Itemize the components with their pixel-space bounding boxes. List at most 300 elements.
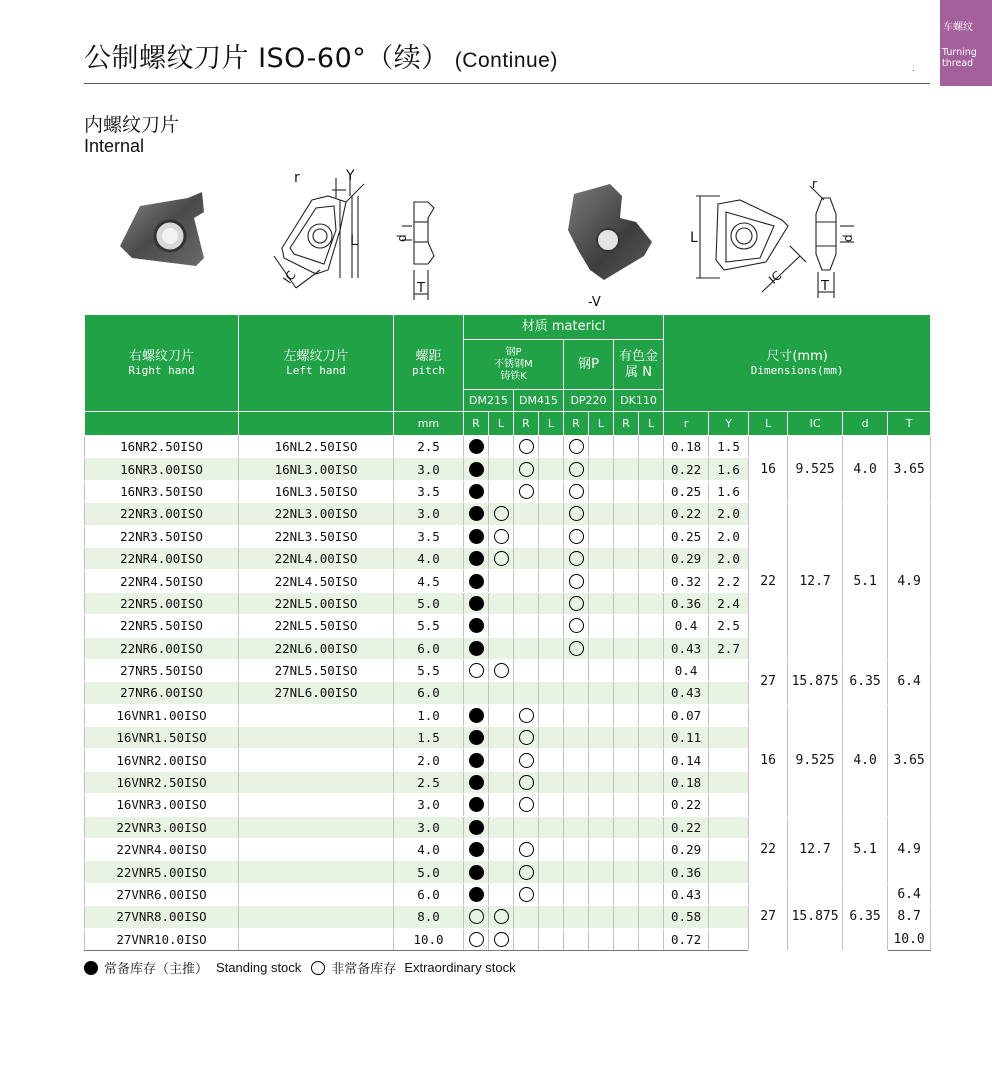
pitch-value: 2.0 — [394, 749, 464, 771]
dim-d-value: 5.1 — [843, 503, 888, 660]
y-value: 1.6 — [709, 458, 749, 480]
side-tab[interactable] — [940, 0, 992, 86]
pitch-value: 5.5 — [394, 615, 464, 637]
pitch-value: 3.0 — [394, 458, 464, 480]
material-cell — [614, 883, 639, 905]
material-cell — [464, 480, 489, 502]
left-hand-code — [239, 928, 394, 950]
material-cell — [489, 771, 514, 793]
filled-circle-icon — [469, 574, 484, 589]
pitch-value: 2.5 — [394, 771, 464, 793]
y-value — [709, 659, 749, 681]
dim-col-d: d — [843, 412, 888, 436]
material-cell — [464, 771, 489, 793]
title-dot: . — [912, 64, 915, 73]
sub-r-2: R — [514, 412, 539, 436]
left-hand-code: 22NL5.50ISO — [239, 615, 394, 637]
open-circle-icon — [569, 551, 584, 566]
material-cell — [564, 704, 589, 726]
material-cell — [464, 928, 489, 950]
pitch-value: 4.0 — [394, 839, 464, 861]
material-cell — [464, 883, 489, 905]
material-cell — [614, 749, 639, 771]
material-cell — [589, 570, 614, 592]
right-hand-code: 22VNR5.00ISO — [85, 861, 239, 883]
material-cell — [514, 771, 539, 793]
radius-value: 0.18 — [664, 436, 709, 458]
dim-t-value: 8.7 — [888, 906, 931, 928]
left-hand-code — [239, 727, 394, 749]
material-cell — [539, 436, 564, 458]
table-row — [85, 503, 931, 525]
pitch-value: 10.0 — [394, 928, 464, 950]
right-hand-code: 16VNR2.50ISO — [85, 771, 239, 793]
pitch-value: 6.0 — [394, 637, 464, 659]
material-cell — [589, 794, 614, 816]
material-cell — [464, 592, 489, 614]
material-cell — [489, 839, 514, 861]
material-cell — [464, 570, 489, 592]
legend-fill-cn: 常备库存（主推） — [104, 962, 209, 977]
radius-value: 0.4 — [664, 659, 709, 681]
left-hand-code: 22NL4.50ISO — [239, 570, 394, 592]
table-row — [85, 659, 931, 681]
material-cell — [464, 749, 489, 771]
material-cell — [639, 704, 664, 726]
material-cell — [564, 771, 589, 793]
material-cell — [539, 928, 564, 950]
material-cell — [539, 503, 564, 525]
right-hand-code: 16VNR2.00ISO — [85, 749, 239, 771]
dim-d-value: 6.35 — [843, 659, 888, 704]
material-cell — [514, 928, 539, 950]
material-cell — [464, 704, 489, 726]
material-cell — [564, 525, 589, 547]
y-value: 1.5 — [709, 436, 749, 458]
insert-figures-svg — [84, 160, 930, 310]
left-hand-code: 22NL5.00ISO — [239, 592, 394, 614]
right-hand-code: 27NR6.00ISO — [85, 682, 239, 704]
material-cell — [514, 861, 539, 883]
material-cell — [564, 861, 589, 883]
material-cell — [514, 436, 539, 458]
open-circle-icon — [569, 506, 584, 521]
filled-circle-icon — [469, 865, 484, 880]
material-cell — [489, 659, 514, 681]
radius-value: 0.25 — [664, 480, 709, 502]
material-cell — [564, 659, 589, 681]
label-d-1: d — [395, 234, 409, 242]
material-cell — [464, 503, 489, 525]
material-cell — [489, 682, 514, 704]
material-cell — [614, 771, 639, 793]
material-cell — [589, 839, 614, 861]
filled-circle-icon — [469, 730, 484, 745]
material-cell — [464, 682, 489, 704]
dim-ic-value: 15.875 — [788, 659, 843, 704]
material-cell — [514, 592, 539, 614]
table-row — [85, 436, 931, 458]
y-value — [709, 839, 749, 861]
radius-value: 0.25 — [664, 525, 709, 547]
y-value — [709, 816, 749, 838]
right-hand-code: 27VNR8.00ISO — [85, 906, 239, 928]
section-title-cn: 内螺纹刀片 — [84, 114, 180, 136]
dim-t-value: 10.0 — [888, 928, 931, 950]
material-cell — [564, 727, 589, 749]
dim-l-value: 27 — [749, 659, 788, 704]
material-cell — [514, 480, 539, 502]
label-l-1: L — [350, 233, 358, 249]
dim-ic-value: 12.7 — [788, 503, 843, 660]
open-circle-icon — [494, 932, 509, 947]
radius-value: 0.22 — [664, 503, 709, 525]
filled-circle-icon — [469, 439, 484, 454]
material-cell — [539, 771, 564, 793]
pitch-value: 6.0 — [394, 682, 464, 704]
material-cell — [589, 659, 614, 681]
sub-r-6: R — [614, 412, 639, 436]
material-cell — [614, 794, 639, 816]
legend-open-en: Extraordinary stock — [404, 960, 516, 975]
dim-d-value: 5.1 — [843, 816, 888, 883]
material-cell — [614, 659, 639, 681]
dim-col-ic: IC — [788, 412, 843, 436]
dim-d-value: 4.0 — [843, 704, 888, 816]
material-cell — [539, 525, 564, 547]
open-circle-icon — [469, 909, 484, 924]
material-cell — [539, 861, 564, 883]
left-hand-code — [239, 704, 394, 726]
material-cell — [539, 704, 564, 726]
material-cell — [539, 839, 564, 861]
radius-value: 0.18 — [664, 771, 709, 793]
left-hand-code: 16NL3.00ISO — [239, 458, 394, 480]
y-value — [709, 682, 749, 704]
y-value — [709, 883, 749, 905]
material-cell — [489, 704, 514, 726]
material-cell — [589, 771, 614, 793]
pitch-value: 1.0 — [394, 704, 464, 726]
material-cell — [489, 547, 514, 569]
label-ic-1: IC — [280, 268, 299, 287]
dim-col-r: r — [664, 412, 709, 436]
col-dimensions: 尺寸(mm) Dimensions(mm) — [664, 315, 931, 412]
side-tab-cn: 车螺纹 — [943, 22, 973, 33]
material-cell — [589, 704, 614, 726]
pitch-value: 3.5 — [394, 480, 464, 502]
material-cell — [639, 547, 664, 569]
open-circle-icon — [569, 641, 584, 656]
material-cell — [564, 570, 589, 592]
material-cell — [564, 480, 589, 502]
insert-figures — [84, 160, 930, 310]
dim-l-value: 27 — [749, 883, 788, 950]
filled-circle-icon — [469, 484, 484, 499]
pitch-value: 5.5 — [394, 659, 464, 681]
left-hand-code: 22NL3.50ISO — [239, 525, 394, 547]
material-cell — [464, 659, 489, 681]
right-hand-code: 16NR2.50ISO — [85, 436, 239, 458]
material-cell — [539, 883, 564, 905]
material-cell — [564, 436, 589, 458]
dim-ic-value: 15.875 — [788, 883, 843, 950]
material-cell — [614, 704, 639, 726]
material-cell — [614, 928, 639, 950]
material-cell — [589, 480, 614, 502]
material-cell — [639, 839, 664, 861]
material-cell — [589, 458, 614, 480]
material-cell — [589, 436, 614, 458]
material-cell — [614, 503, 639, 525]
open-circle-icon — [494, 663, 509, 678]
y-value — [709, 704, 749, 726]
radius-value: 0.36 — [664, 861, 709, 883]
material-cell — [639, 659, 664, 681]
material-cell — [564, 458, 589, 480]
right-hand-code: 22NR4.50ISO — [85, 570, 239, 592]
material-cell — [489, 749, 514, 771]
material-cell — [514, 525, 539, 547]
open-circle-icon — [569, 574, 584, 589]
material-cell — [614, 839, 639, 861]
sub-l-1: L — [489, 412, 514, 436]
sub-r-0: R — [464, 412, 489, 436]
radius-value: 0.43 — [664, 637, 709, 659]
material-cell — [589, 503, 614, 525]
filled-circle-icon — [469, 820, 484, 835]
radius-value: 0.58 — [664, 906, 709, 928]
right-hand-code: 22NR6.00ISO — [85, 637, 239, 659]
material-cell — [614, 458, 639, 480]
material-cell — [489, 928, 514, 950]
open-circle-icon — [494, 909, 509, 924]
material-cell — [464, 906, 489, 928]
insert-spec-table — [84, 314, 931, 951]
material-cell — [539, 727, 564, 749]
material-cell — [614, 480, 639, 502]
material-cell — [639, 794, 664, 816]
open-circle-icon — [519, 842, 534, 857]
material-cell — [489, 727, 514, 749]
material-group-3: 有色金 属 N — [614, 340, 664, 390]
grade-dm415: DM415 — [514, 390, 564, 412]
page-title — [84, 36, 558, 75]
left-hand-code: 16NL3.50ISO — [239, 480, 394, 502]
table-row — [85, 704, 931, 726]
open-circle-icon — [494, 529, 509, 544]
y-value: 2.2 — [709, 570, 749, 592]
right-hand-code: 22VNR4.00ISO — [85, 839, 239, 861]
radius-value: 0.43 — [664, 883, 709, 905]
material-cell — [514, 458, 539, 480]
right-hand-code: 22NR3.50ISO — [85, 525, 239, 547]
material-group-1: 钢P 不锈钢M 铸铁K — [464, 340, 564, 390]
open-circle-icon — [519, 797, 534, 812]
dim-ic-value: 12.7 — [788, 816, 843, 883]
material-cell — [539, 570, 564, 592]
left-hand-code: 22NL4.00ISO — [239, 547, 394, 569]
table-row — [85, 883, 931, 905]
y-value: 2.0 — [709, 503, 749, 525]
open-circle-icon — [569, 618, 584, 633]
material-cell — [514, 883, 539, 905]
filled-circle-icon — [469, 708, 484, 723]
left-hand-code: 27NL5.50ISO — [239, 659, 394, 681]
sub-blank-left — [239, 412, 394, 436]
dim-t-value: 3.65 — [888, 704, 931, 816]
material-cell — [564, 547, 589, 569]
material-cell — [489, 525, 514, 547]
material-cell — [614, 547, 639, 569]
dim-col-l: L — [749, 412, 788, 436]
table-row — [85, 816, 931, 838]
material-cell — [614, 727, 639, 749]
pitch-value: 3.0 — [394, 794, 464, 816]
material-cell — [614, 682, 639, 704]
pitch-value: 6.0 — [394, 883, 464, 905]
material-cell — [514, 503, 539, 525]
filled-circle-icon — [469, 618, 484, 633]
filled-circle-icon — [469, 641, 484, 656]
label-y: Y — [346, 168, 355, 184]
pitch-value: 1.5 — [394, 727, 464, 749]
label-t-2: T — [821, 279, 829, 294]
open-circle-icon — [569, 529, 584, 544]
material-cell — [514, 704, 539, 726]
material-cell — [539, 659, 564, 681]
material-cell — [464, 547, 489, 569]
material-cell — [464, 458, 489, 480]
col-material: 材质 matericl — [464, 315, 664, 340]
material-cell — [589, 615, 614, 637]
material-cell — [589, 883, 614, 905]
material-cell — [464, 615, 489, 637]
material-cell — [464, 727, 489, 749]
dim-col-y: Y — [709, 412, 749, 436]
material-cell — [564, 637, 589, 659]
dim-l-value: 22 — [749, 503, 788, 660]
y-value — [709, 928, 749, 950]
left-hand-code — [239, 839, 394, 861]
material-cell — [614, 816, 639, 838]
material-cell — [639, 436, 664, 458]
material-cell — [564, 615, 589, 637]
right-hand-code: 16NR3.00ISO — [85, 458, 239, 480]
material-cell — [564, 883, 589, 905]
dim-l-value: 16 — [749, 704, 788, 816]
open-circle-icon — [519, 708, 534, 723]
material-cell — [614, 570, 639, 592]
material-cell — [639, 592, 664, 614]
label-r-2: r — [812, 177, 817, 191]
y-value: 2.0 — [709, 547, 749, 569]
material-cell — [464, 839, 489, 861]
right-hand-code: 16VNR1.50ISO — [85, 727, 239, 749]
material-cell — [614, 436, 639, 458]
y-value — [709, 794, 749, 816]
left-hand-code: 22NL6.00ISO — [239, 637, 394, 659]
dim-t-value: 6.4 — [888, 883, 931, 905]
material-cell — [639, 928, 664, 950]
left-hand-code — [239, 861, 394, 883]
material-cell — [639, 570, 664, 592]
right-hand-code: 27VNR10.0ISO — [85, 928, 239, 950]
filled-circle-icon — [469, 529, 484, 544]
insert-photo-1 — [120, 192, 204, 266]
legend-filled-circle-icon — [84, 961, 98, 975]
material-cell — [489, 861, 514, 883]
material-cell — [589, 637, 614, 659]
material-cell — [564, 928, 589, 950]
dim-t-value: 6.4 — [888, 659, 931, 704]
left-hand-code: 27NL6.00ISO — [239, 682, 394, 704]
material-cell — [539, 637, 564, 659]
sub-r-4: R — [564, 412, 589, 436]
material-cell — [464, 637, 489, 659]
material-cell — [589, 592, 614, 614]
radius-value: 0.14 — [664, 749, 709, 771]
title-rule — [84, 83, 930, 84]
material-cell — [514, 906, 539, 928]
dim-ic-value: 9.525 — [788, 704, 843, 816]
material-cell — [589, 682, 614, 704]
page-title-continue: (Continue) — [454, 49, 558, 72]
material-cell — [489, 436, 514, 458]
material-cell — [464, 436, 489, 458]
filled-circle-icon — [469, 887, 484, 902]
open-circle-icon — [569, 484, 584, 499]
left-hand-code: 16NL2.50ISO — [239, 436, 394, 458]
grade-dk110: DK110 — [614, 390, 664, 412]
open-circle-icon — [569, 439, 584, 454]
material-cell — [539, 547, 564, 569]
material-cell — [514, 682, 539, 704]
open-circle-icon — [469, 932, 484, 947]
left-hand-code: 22NL3.00ISO — [239, 503, 394, 525]
radius-value: 0.72 — [664, 928, 709, 950]
radius-value: 0.07 — [664, 704, 709, 726]
radius-value: 0.22 — [664, 458, 709, 480]
label-d-2: d — [841, 234, 855, 242]
col-pitch: 螺距 pitch — [394, 315, 464, 412]
y-value: 2.0 — [709, 525, 749, 547]
right-hand-code: 22NR4.00ISO — [85, 547, 239, 569]
label-l-2: L — [690, 230, 698, 246]
material-cell — [614, 906, 639, 928]
filled-circle-icon — [469, 596, 484, 611]
label-t-1: T — [417, 281, 425, 296]
radius-value: 0.29 — [664, 839, 709, 861]
left-hand-code — [239, 816, 394, 838]
pitch-value: 3.0 — [394, 503, 464, 525]
y-value — [709, 771, 749, 793]
y-value — [709, 749, 749, 771]
material-cell — [639, 727, 664, 749]
open-circle-icon — [469, 663, 484, 678]
open-circle-icon — [519, 439, 534, 454]
material-cell — [539, 458, 564, 480]
open-circle-icon — [519, 887, 534, 902]
open-circle-icon — [519, 730, 534, 745]
radius-value: 0.22 — [664, 794, 709, 816]
right-hand-code: 27NR5.50ISO — [85, 659, 239, 681]
material-cell — [589, 906, 614, 928]
material-cell — [589, 928, 614, 950]
open-circle-icon — [519, 753, 534, 768]
open-circle-icon — [569, 462, 584, 477]
insert-drawing-2 — [696, 196, 806, 292]
